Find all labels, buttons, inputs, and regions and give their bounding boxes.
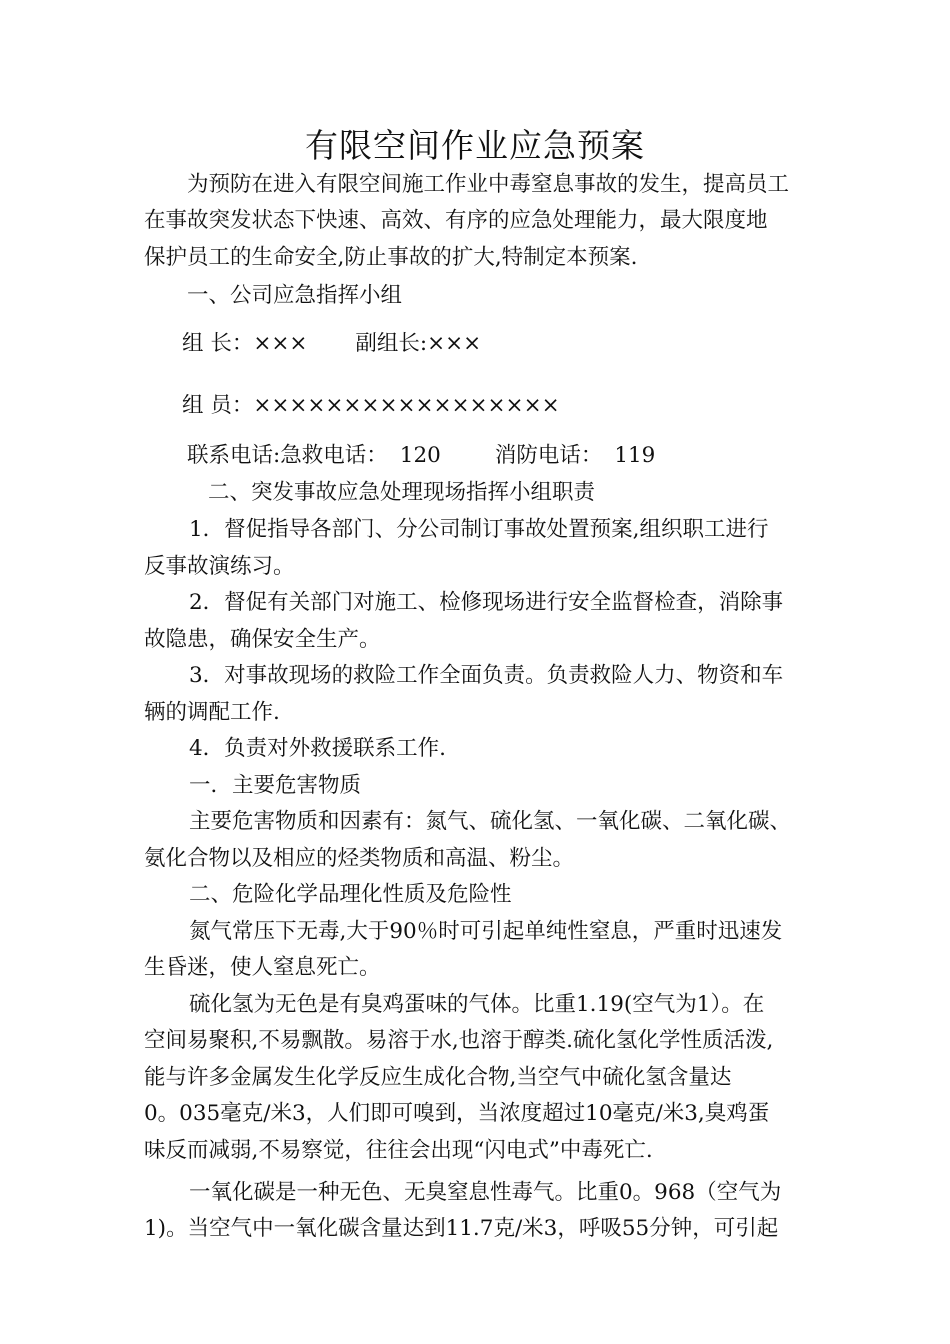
leader-row [182,329,481,359]
duty2-line-2: 故隐患，确保安全生产。 [144,627,381,652]
h2s-line-3: 能与许多金属发生化学反应生成化合物,当空气中硫化氢含量达 [144,1065,732,1090]
leader-value: ××× [253,331,308,356]
duty4-line: 4．负责对外救援联系工作. [189,736,447,761]
members-value: ××××××××××××××××× [253,393,560,418]
h2s-line-4: 0。035毫克/米3，人们即可嗅到，当浓度超过10毫克/米3,臭鸡蛋 [144,1101,770,1126]
fire-label: 消防电话： [494,443,603,468]
h2s-line-2: 空间易聚积,不易飘散。易溶于水,也溶于醇类.硫化氢化学性质活泼, [144,1028,774,1053]
duty2-line-1: 2．督促有关部门对施工、检修现场进行安全监督检查，消除事 [189,590,784,615]
hazard-line-2: 氨化合物以及相应的烃类物质和高温、粉尘。 [144,846,575,871]
members-label: 组 员： [182,393,254,418]
intro-line-3: 保护员工的生命安全,防止事故的扩大,特制定本预案. [144,245,638,270]
h2s-line-1: 硫化氢为无色是有臭鸡蛋味的气体。比重1.19(空气为1）。在 [189,992,765,1017]
co-line-1: 一氧化碳是一种无色、无臭窒息性毒气。比重0。968（空气为 [189,1180,782,1205]
section2-heading: 二、突发事故应急处理现场指挥小组职责 [208,480,596,505]
emergency-label: 急救电话： [280,443,388,468]
duty1-line-1: 1．督促指导各部门、分公司制订事故处置预案,组织职工进行 [189,517,769,542]
intro-line-2: 在事故突发状态下快速、高效、有序的应急处理能力，最大限度地 [144,208,768,233]
leader-label: 组 长： [182,331,254,356]
section1-heading: 一、公司应急指挥小组 [187,283,403,308]
deputy-value: ××× [427,331,482,356]
nitrogen-line-1: 氮气常压下无毒,大于90％时可引起单纯性窒息，严重时迅速发 [189,919,783,944]
members-row [182,391,560,421]
emergency-number: 120 [399,443,441,468]
h2s-line-5: 味反而减弱,不易察觉，往往会出现“闪电式”中毒死亡. [144,1138,653,1163]
chem-heading: 二、危险化学品理化性质及危险性 [189,882,512,907]
duty1-line-2: 反事故演练习。 [144,554,295,579]
co-line-2: 1)。当空气中一氧化碳含量达到11.7克/米3，呼吸55分钟，可引起 [144,1216,779,1241]
duty3-line-1: 3．对事故现场的救险工作全面负责。负责救险人力、物资和车 [189,663,784,688]
document-title: 有限空间作业应急预案 [305,126,645,165]
fire-number: 119 [614,443,656,468]
hazard-line-1: 主要危害物质和因素有：氮气、硫化氢、一氧化碳、二氧化碳、 [189,809,792,834]
contact-label: 联系电话: [187,443,281,468]
intro-line-1: 为预防在进入有限空间施工作业中毒窒息事故的发生，提高员工 [187,172,790,197]
deputy-label: 副组长: [355,331,428,356]
contact-row [187,441,655,471]
nitrogen-line-2: 生昏迷，使人窒息死亡。 [144,955,381,980]
duty3-line-2: 辆的调配工作. [144,700,280,725]
hazard-heading: 一．主要危害物质 [189,773,362,798]
